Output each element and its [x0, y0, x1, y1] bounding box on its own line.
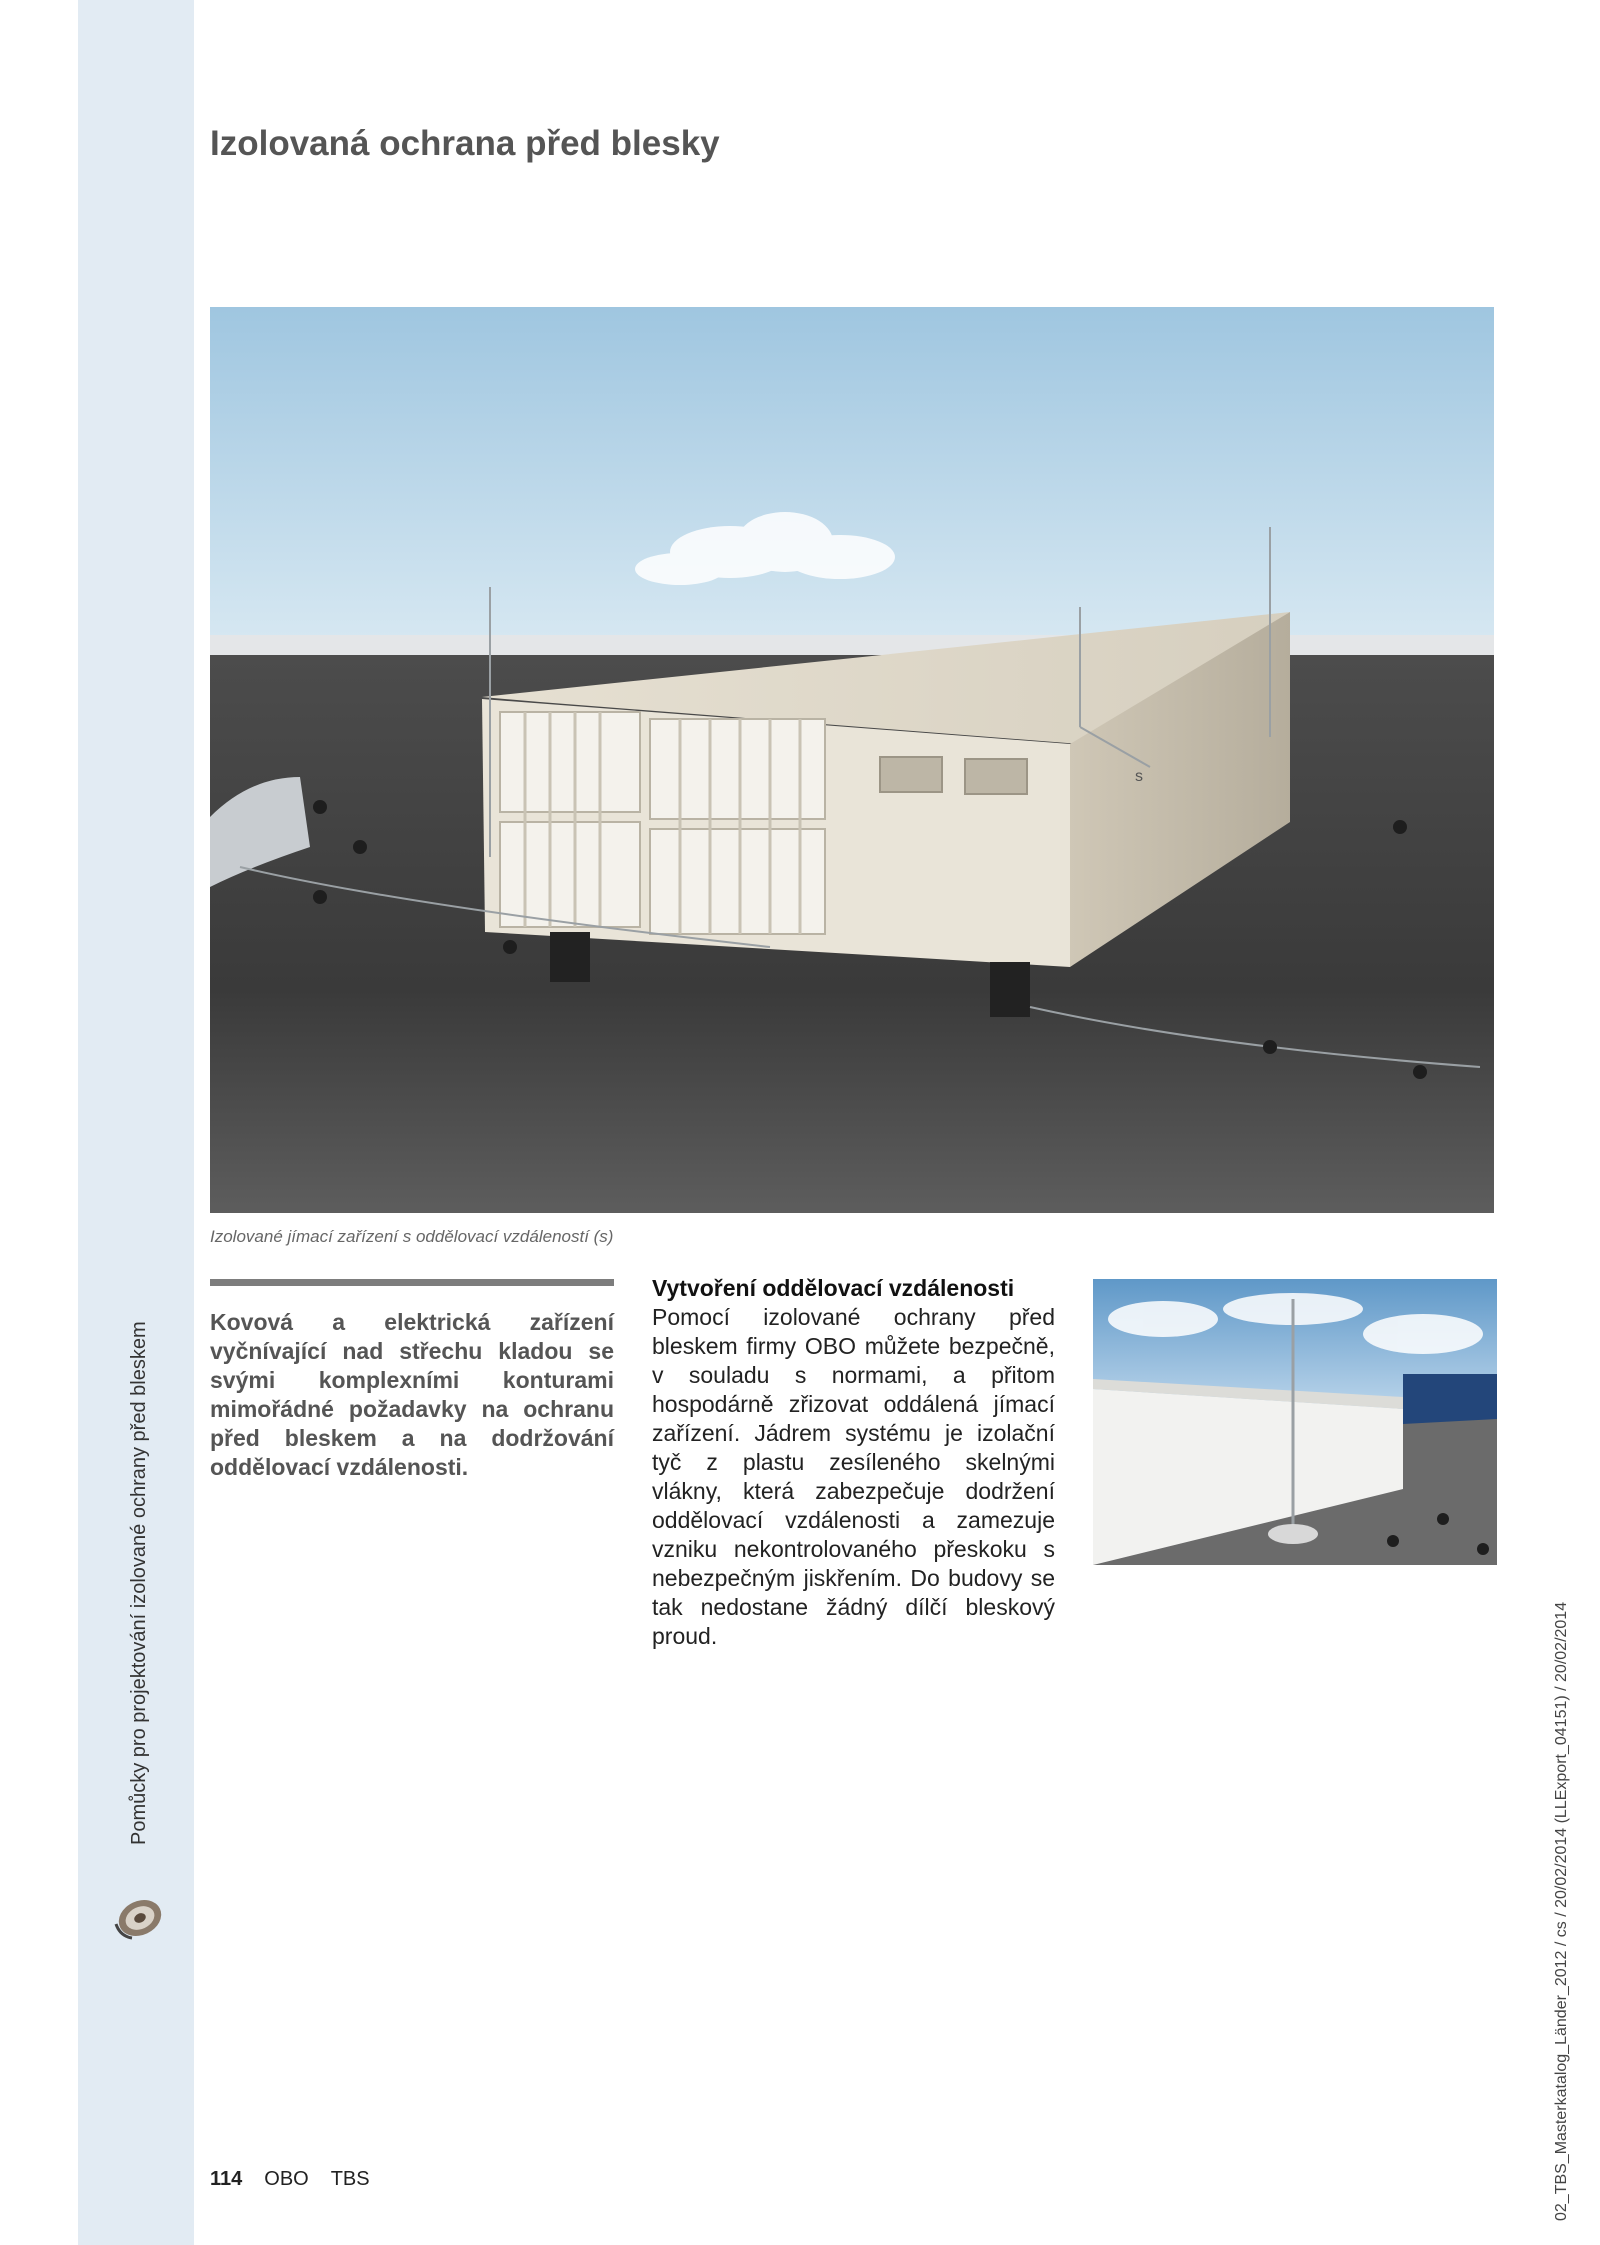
page-footer	[210, 2168, 370, 2191]
section-divider	[210, 1279, 614, 1286]
footer-product: TBS	[330, 2168, 370, 2190]
section-body: Pomocí izolované ochrany před bleskem firmy OBO můžete bezpečně, v souladu s normami, a přitom hospodárně zřizovat oddálená jímací zařízení. Jádrem systému je izolační tyč z plastu zesíleného skelnými vlákny, která zabezpečuje dodržení oddělovací vzdálenosti a zamezuje vzniku nekontrolovaného přeskoku s nebezpečným jiskřením. Do budovy se tak nedostane žádný dílčí bleskový proud.	[652, 1304, 1055, 1649]
page-number: 114	[210, 2168, 243, 2190]
separation-distance-label: s	[1135, 768, 1143, 785]
page-title: Izolovaná ochrana před blesky	[210, 124, 720, 163]
main-photo	[210, 307, 1494, 1213]
lead-paragraph: Kovová a elektrická zařízení vyčnívající nad střechu kladou se svými komplexními konturami mimořádné požadavky na ochranu před bleskem a na dodržování oddělovací vzdálenosti.	[210, 1309, 614, 1480]
footer-brand: OBO	[264, 2168, 309, 2190]
rod-photo	[1093, 1279, 1497, 1565]
section-heading: Vytvoření oddělovací vzdálenosti	[652, 1275, 1015, 1301]
figure-caption: Izolované jímací zařízení s oddělovací vzdáleností (s)	[210, 1227, 614, 1246]
cable-reel-icon	[110, 1888, 166, 1944]
sidebar-title: Pomůcky pro projektování izolované ochrany před bleskem	[128, 1321, 150, 1845]
document-code: 02_TBS_Masterkatalog_Länder_2012 / cs / 20/02/2014 (LLExport_04151) / 20/02/2014	[1553, 1601, 1570, 2221]
